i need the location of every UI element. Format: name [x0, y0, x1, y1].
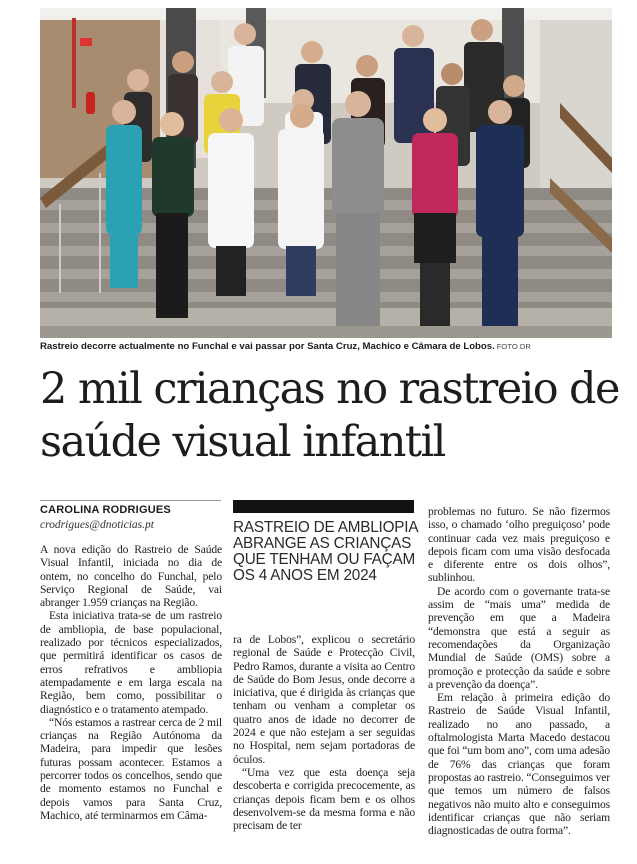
paragraph: Esta iniciativa trata-se de um rastreio de ambliopia, de base populacional, realizado por técnicos especializados, que permitirá identificar os casos de erros refrativos e ambliopia atempadamente e em larga escala na Região, bem como, possibilitar o diagnóstico e o tratamento atempado. — [40, 609, 222, 716]
byline-divider — [40, 500, 221, 501]
group-photo-illustration — [40, 8, 612, 338]
paragraph: De acordo com o governante trata-se assim de “mais uma” medida de prevenção em que a Madeira “demonstra que está a seguir as recomendações da Organização Mundial de Saúde (OMS) sobre a promoção e protecção da saúde e sobre a prevenção da doença”. — [428, 584, 610, 691]
paragraph: Em relação à primeira edição do Rastreio de Saúde Visual Infantil, realizado no ano passado, a oftalmologista Marta Macedo destacou que foi “um bom ano”, com uma adesão de 76% das crianças que foram propostas ao rastreio. “Conseguimos ver que temos um número de falsos negativos não muito alto e conseguimos identificar crianças que não seriam diagnosticadas de outra forma”. — [428, 691, 610, 838]
paragraph: “Uma vez que esta doença seja descoberta e corrigida precocemente, as crianças depois ficam bem e os olhos desenvolvem-se da mesma forma e não precisam de ter — [233, 765, 415, 833]
byline-author: CAROLINA RODRIGUES — [40, 504, 171, 516]
caption-text: Rastreio decorre actualmente no Funchal e vai passar por Santa Cruz, Machico e Câmara de Lobos. — [40, 341, 495, 352]
paragraph: problemas no futuro. Se não fizermos isso, o chamado ‘olho preguiçoso’ pode continuar cada vez mais preguiçoso e depois ficam com uma visão desfocada e diferente entre os dois olhos”, sublinhou. — [428, 505, 610, 585]
photo-credit: FOTO DR — [496, 342, 531, 351]
pullquote-bar — [233, 500, 414, 513]
article-column-2 — [233, 633, 415, 832]
pullquote: RASTREIO DE AMBLIOPIA ABRANGE AS CRIANÇAS QUE TENHAM OU FAÇAM OS 4 ANOS EM 2024 — [233, 519, 418, 584]
article-column-3 — [428, 505, 610, 837]
group-photo — [40, 8, 612, 338]
photo-caption — [40, 341, 612, 352]
headline: 2 mil crianças no rastreio de saúde visual infantil — [40, 364, 619, 467]
paragraph: ra de Lobos”, explicou o secretário regional de Saúde e Protecção Civil, Pedro Ramos, durante a visita ao Centro de Saúde do Bom Jesus, onde decorre a iniciativa, que é dirigida às crianças que tenham ou venham a completar os quatro anos de idade no decorrer de 2024 e que não estejam a ser seguidas no Hospital, nem sejam portadoras de óculos. — [233, 633, 415, 766]
paragraph: A nova edição do Rastreio de Saúde Visual Infantil, iniciada no dia de ontem, no concelho do Funchal, pelo Serviço Regional de Saúde, vai abranger 1.959 crianças na Região. — [40, 543, 222, 610]
paragraph: “Nós estamos a rastrear cerca de 2 mil crianças na Região Autónoma da Madeira, para impedir que lesões futuras possam acontecer. Estamos a percorrer todos os concelhos, sendo que de momento estamos no Funchal e depois vamos para Santa Cruz, Machico, até terminarmos em Câma- — [40, 715, 222, 822]
byline-email: crodrigues@dnoticias.pt — [40, 519, 154, 531]
article-column-1 — [40, 543, 222, 822]
